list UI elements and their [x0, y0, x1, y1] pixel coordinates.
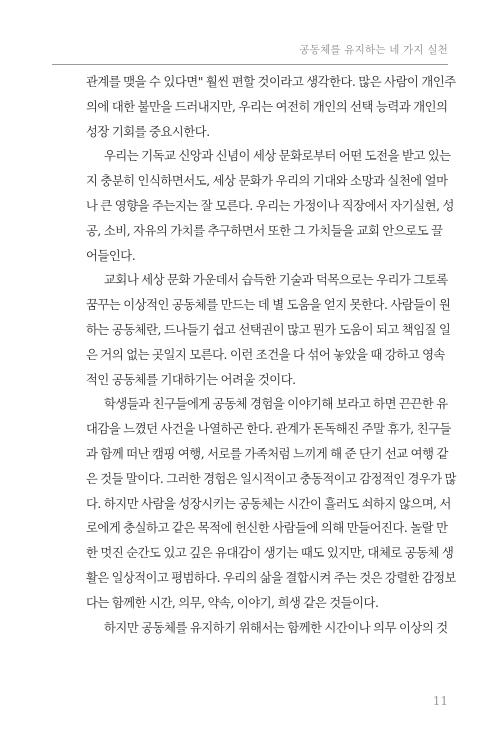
text-line: 과 함께 떠난 캠핑 여행, 서로를 가족처럼 느끼게 해 준 단기 선교 여행 같 — [86, 446, 448, 461]
text-line: 다는 함께한 시간, 의무, 약속, 이야기, 희생 같은 것들이다. — [86, 595, 379, 610]
body-text — [86, 70, 456, 640]
text-line: 하지만 공동체를 유지하기 위해서는 함께한 시간이나 의무 이상의 것 — [104, 620, 448, 635]
text-line: 지 충분히 인식하면서도, 세상 문화가 우리의 기대와 소망과 실천에 얼마 — [86, 174, 448, 189]
paragraph — [86, 144, 456, 268]
text-line: 로에게 충실하고 같은 목적에 헌신한 사람들에 의해 만들어진다. 놀랄 만 — [86, 521, 448, 536]
text-line: 하는 공동체란, 드나들기 쉽고 선택권이 많고 뭔가 도움이 되고 책임질 일 — [86, 322, 451, 337]
text-line: 나 큰 영향을 주는지는 잘 모른다. 우리는 가정이나 직장에서 자기실현, 성 — [86, 198, 454, 213]
text-line: 어들인다. — [86, 248, 136, 263]
text-line: 관계를 맺을 수 있다면" 훨씬 편할 것이라고 생각한다. 많은 사람이 개인주 — [86, 75, 456, 89]
text-line: 한 멋진 순간도 있고 깊은 유대감이 생기는 때도 있지만, 대체로 공동체 생 — [86, 546, 454, 561]
paragraph — [86, 392, 456, 615]
text-line: 다. 하지만 사람을 성장시키는 공동체는 시간이 흘러도 쇠하지 않으며, 서 — [86, 496, 451, 511]
text-line: 은 거의 없는 곳일지 모른다. 이런 조건을 다 섞어 놓았을 때 강하고 영속 — [86, 347, 445, 362]
text-line: 적인 공동체를 기대하기는 어려울 것이다. — [86, 372, 296, 387]
running-header: 공동체를 유지하는 네 가지 실천 — [299, 44, 448, 56]
text-line: 교회나 세상 문화 가운데서 습득한 기술과 덕목으로는 우리가 그토록 — [104, 273, 448, 288]
text-line: 우리는 기독교 신앙과 신념이 세상 문화로부터 어떤 도전을 받고 있는 — [104, 149, 451, 164]
header-rule — [52, 64, 448, 65]
text-line: 성장 기회를 중요시한다. — [86, 124, 210, 139]
text-line: 꿈꾸는 이상적인 공동체를 만드는 데 별 도움을 얻지 못한다. 사람들이 원 — [86, 298, 451, 313]
text-line: 학생들과 친구들에게 공동체 경험을 이야기해 보라고 하면 끈끈한 유 — [104, 397, 448, 412]
paragraph — [86, 70, 456, 144]
text-line: 공, 소비, 자유의 가치를 추구하면서 또한 그 가치들을 교회 안으로도 끌 — [86, 223, 443, 238]
paragraph — [86, 616, 456, 641]
text-line: 활은 일상적이고 평범하다. 우리의 삶을 결합시켜 주는 것은 강렬한 감정보 — [86, 570, 456, 585]
text-line: 대감을 느꼈던 사건을 나열하곤 한다. 관계가 돈독해진 주말 휴가, 친구들 — [86, 422, 451, 437]
text-line: 의에 대한 불만을 드러내지만, 우리는 여전히 개인의 선택 능력과 개인의 — [86, 99, 448, 114]
paragraph — [86, 268, 456, 392]
page-number: 11 — [432, 694, 448, 708]
text-line: 은 것들 말이다. 그러한 경험은 일시적이고 충동적이고 감정적인 경우가 많 — [86, 471, 456, 486]
